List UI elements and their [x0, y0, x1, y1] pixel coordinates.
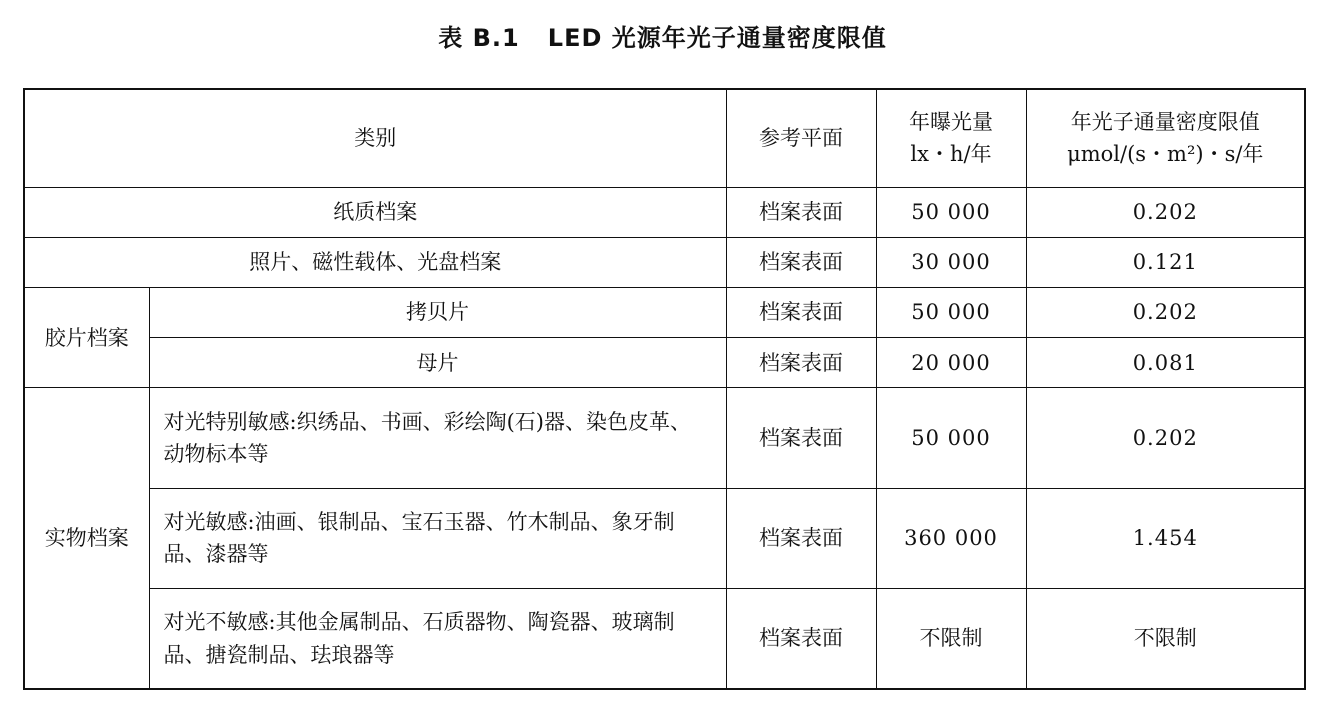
row-plane: 档案表面: [726, 589, 876, 689]
table-row: [24, 288, 1305, 338]
row-category: 对光敏感:油画、银制品、宝石玉器、竹木制品、象牙制品、漆器等: [149, 488, 726, 588]
row-plane: 档案表面: [726, 187, 876, 237]
table-row: [24, 237, 1305, 287]
row-category: 拷贝片: [149, 288, 726, 338]
row-limit: 1.454: [1026, 488, 1305, 588]
row-limit: 0.202: [1026, 187, 1305, 237]
row-exposure: 50 000: [876, 288, 1026, 338]
header-category: 类别: [24, 89, 726, 187]
row-category: 对光不敏感:其他金属制品、石质器物、陶瓷器、玻璃制品、搪瓷制品、珐琅器等: [149, 589, 726, 689]
header-annual-exposure: [876, 89, 1026, 187]
header-annual-exposure-title: 年曝光量: [909, 109, 993, 134]
row-exposure: 50 000: [876, 187, 1026, 237]
table-row: [24, 187, 1305, 237]
group-film: 胶片档案: [24, 288, 149, 388]
led-limit-table: [23, 88, 1306, 690]
table-row: [24, 338, 1305, 388]
table-row: [24, 589, 1305, 689]
row-exposure: 50 000: [876, 388, 1026, 488]
table-title: 表 B.1 LED 光源年光子通量密度限值: [438, 24, 887, 52]
row-exposure: 360 000: [876, 488, 1026, 588]
table-row: [24, 388, 1305, 488]
row-category: 照片、磁性载体、光盘档案: [24, 237, 726, 287]
header-reference-plane: 参考平面: [726, 89, 876, 187]
row-category: 母片: [149, 338, 726, 388]
row-limit: 0.202: [1026, 288, 1305, 338]
row-exposure: 20 000: [876, 338, 1026, 388]
row-limit: 0.081: [1026, 338, 1305, 388]
row-limit: 0.202: [1026, 388, 1305, 488]
header-photon-limit-title: 年光子通量密度限值: [1070, 109, 1260, 134]
row-plane: 档案表面: [726, 237, 876, 287]
row-limit: 不限制: [1026, 589, 1305, 689]
row-exposure: 不限制: [876, 589, 1026, 689]
row-plane: 档案表面: [726, 288, 876, 338]
header-photon-limit: [1026, 89, 1305, 187]
table-header-row: [24, 89, 1305, 187]
row-plane: 档案表面: [726, 488, 876, 588]
header-photon-limit-unit: μmol/(s・m²)・s/年: [1067, 142, 1264, 167]
header-annual-exposure-unit: lx・h/年: [910, 142, 992, 167]
row-plane: 档案表面: [726, 338, 876, 388]
row-category: 纸质档案: [24, 187, 726, 237]
row-plane: 档案表面: [726, 388, 876, 488]
table-row: [24, 488, 1305, 588]
row-limit: 0.121: [1026, 237, 1305, 287]
row-exposure: 30 000: [876, 237, 1026, 287]
row-category: 对光特别敏感:织绣品、书画、彩绘陶(石)器、染色皮革、动物标本等: [149, 388, 726, 488]
group-object: 实物档案: [24, 388, 149, 689]
